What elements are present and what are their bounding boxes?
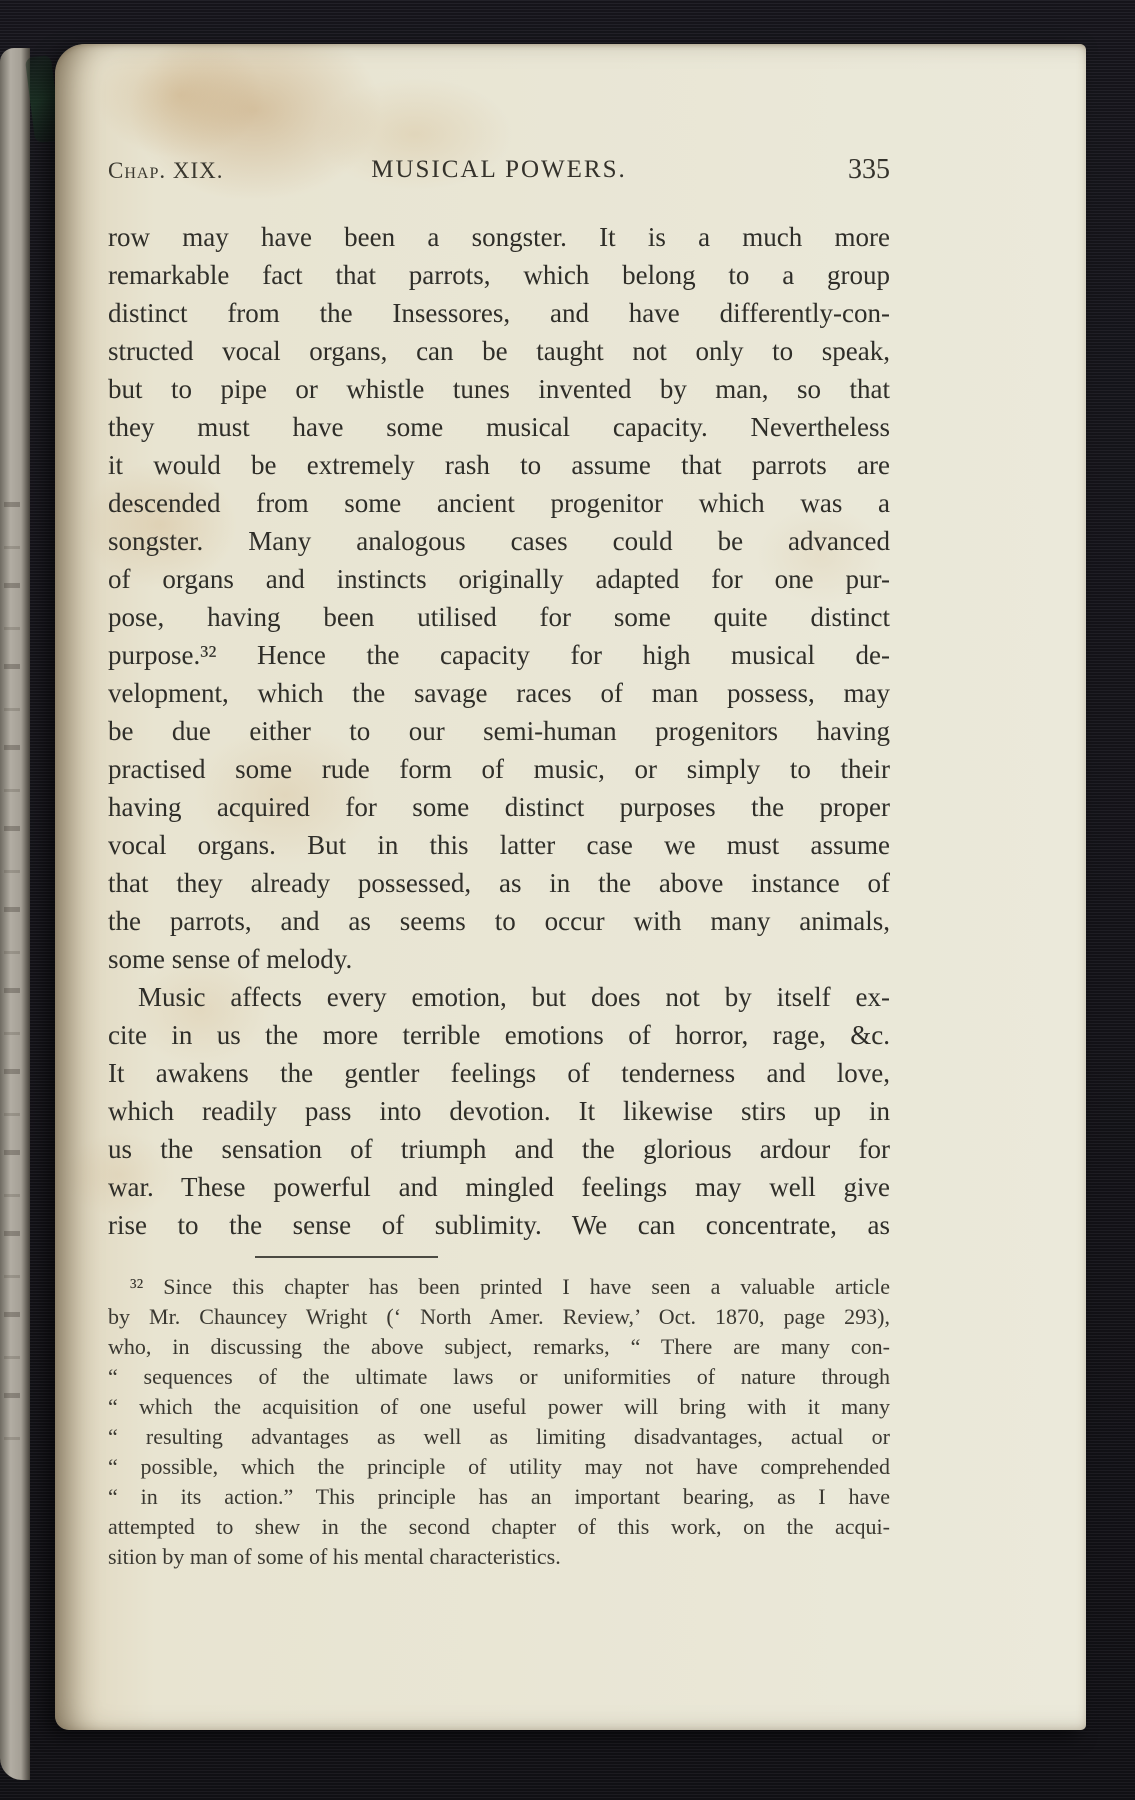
text-line: velopment, which the savage races of man possess, may <box>108 678 890 708</box>
text-line: remarkable fact that parrots, which belong to a group <box>108 260 890 290</box>
text-line: pose, having been utilised for some quite distinct <box>108 602 890 632</box>
footnote-line: “ resulting advantages as well as limiting disadvantages, actual or <box>108 1424 890 1449</box>
text-line: war. These powerful and mingled feelings may well give <box>108 1172 890 1202</box>
text-line: rise to the sense of sublimity. We can concentrate, as <box>108 1210 890 1240</box>
body-text <box>108 218 890 1244</box>
footnote-text <box>108 1272 890 1572</box>
text-line: but to pipe or whistle tunes invented by man, so that <box>108 374 890 404</box>
text-line: Music affects every emotion, but does not by itself ex- <box>138 982 890 1012</box>
text-line: they must have some musical capacity. Nevertheless <box>108 412 890 442</box>
text-line: row may have been a songster. It is a much more <box>108 222 890 252</box>
book-page <box>55 44 1086 1730</box>
text-line: distinct from the Insessores, and have differently-con- <box>108 298 890 328</box>
text-line: cite in us the more terrible emotions of horror, rage, &c. <box>108 1020 890 1050</box>
text-line: structed vocal organs, can be taught not only to speak, <box>108 336 890 366</box>
text-line: it would be extremely rash to assume that parrots are <box>108 450 890 480</box>
footnote-line: attempted to shew in the second chapter of this work, on the acqui- <box>108 1514 890 1539</box>
footnote-line: sition by man of some of his mental characteristics. <box>108 1544 561 1569</box>
text-column <box>55 156 1086 1572</box>
page-number: 335 <box>848 154 890 185</box>
text-line: that they already possessed, as in the above instance of <box>108 868 890 898</box>
page-header <box>108 156 890 184</box>
text-line: purpose.³² Hence the capacity for high musical de- <box>108 640 890 670</box>
text-line: vocal organs. But in this latter case we must assume <box>108 830 890 860</box>
text-line: songster. Many analogous cases could be advanced <box>108 526 890 556</box>
text-line: It awakens the gentler feelings of tenderness and love, <box>108 1058 890 1088</box>
footnote-line: “ sequences of the ultimate laws or uniformities of nature through <box>108 1364 890 1389</box>
text-line: of organs and instincts originally adapted for one pur- <box>108 564 890 594</box>
text-line: us the sensation of triumph and the glorious ardour for <box>108 1134 890 1164</box>
text-line: be due either to our semi-human progenitors having <box>108 716 890 746</box>
text-line: practised some rude form of music, or simply to their <box>108 754 890 784</box>
footnote-line: “ possible, which the principle of utility may not have comprehended <box>108 1454 890 1479</box>
text-line: some sense of melody. <box>108 944 353 974</box>
footnote-line: ³² Since this chapter has been printed I have seen a valuable article <box>130 1274 890 1299</box>
footnote-line: “ in its action.” This principle has an important bearing, as I have <box>108 1484 890 1509</box>
text-line: descended from some ancient progenitor which was a <box>108 488 890 518</box>
text-line: which readily pass into devotion. It likewise stirs up in <box>108 1096 890 1126</box>
footnote-line: who, in discussing the above subject, remarks, “ There are many con- <box>108 1334 890 1359</box>
text-line: having acquired for some distinct purposes the proper <box>108 792 890 822</box>
facing-page-edges <box>0 48 30 1780</box>
chapter-label: Chap. XIX. <box>108 158 224 183</box>
footnote-divider <box>255 1256 438 1258</box>
text-line: the parrots, and as seems to occur with many animals, <box>108 906 890 936</box>
footnote-line: by Mr. Chauncey Wright (‘ North Amer. Review,’ Oct. 1870, page 293), <box>108 1304 890 1329</box>
running-title: MUSICAL POWERS. <box>371 156 627 183</box>
footnote-line: “ which the acquisition of one useful power will bring with it many <box>108 1394 890 1419</box>
